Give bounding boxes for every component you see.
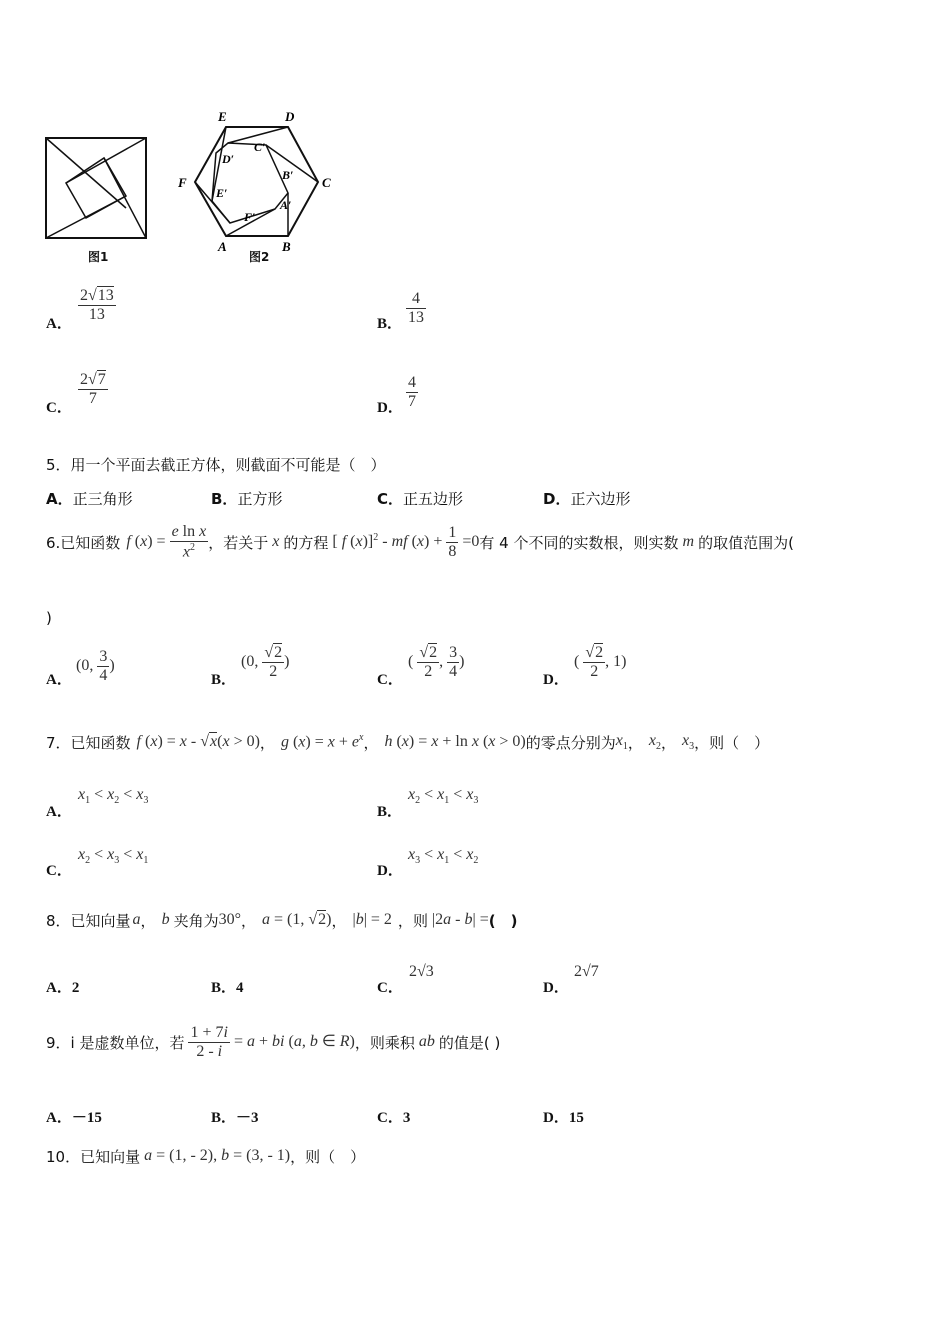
q4-option-c-value: $\frac{2√7}{7}$ (80, 371, 106, 407)
q9-stem: 9．i 是虚数单位，若 $\frac{1 + 7i}{2 - i}$ = a + bi (a, b ∈ R) ，则乘积 ab 的值是( ) (46, 1023, 501, 1060)
q4-option-d-value: $\frac{4}{7}$ (408, 374, 416, 410)
q8-vector-b-norm: |b| = 2 (352, 911, 392, 928)
q7-function-f: f (x) = x - √x(x > 0) (136, 733, 260, 750)
q8-vector-b: b (161, 911, 170, 928)
q7-option-d-value: $x_3 < x_1 < x_2$ (408, 846, 479, 867)
q8-stem: 8．已知向量 a ， b 夹角为 30° ， a = (1, √2) ， |b| = 2 ， 则 |2a - b| = ( ) (46, 911, 518, 930)
q9-option-d: D．15 (543, 1110, 584, 1126)
q7-option-c-value: $x_2 < x_3 < x_1$ (78, 846, 149, 867)
q7-option-c-label: C． (46, 863, 72, 879)
vertex-label-b: B (282, 239, 291, 254)
q5-option-b: B．正方形 (211, 490, 283, 508)
q6-option-c-value: ( $\frac{√2}{2}$ , $\frac{3}{4}$ ) (408, 644, 465, 680)
figure-1-square-diagram (40, 130, 155, 265)
q10-vectors: a = (1, - 2), b = (3, - 1) (144, 1147, 291, 1164)
q8-target-norm: |2a - b| = (431, 911, 489, 928)
q7-function-g: g $(x) = x + e^x$ (280, 732, 364, 751)
q8-angle: 30° (218, 911, 241, 928)
q7-option-b-label: B． (377, 804, 403, 820)
vertex-label-b-prime: B′ (282, 168, 294, 182)
q4-option-c-label: C． (46, 400, 72, 416)
q6-option-d-value: ( $\frac{√2}{2}$ , 1) (574, 644, 627, 680)
q7-zero-x2: $x_2$ (648, 731, 661, 753)
vertex-label-c: C (322, 175, 331, 190)
vertex-label-a-prime: A′ (280, 198, 292, 212)
q5-option-a: A．正三角形 (46, 490, 133, 508)
q7-option-d-label: D． (377, 863, 403, 879)
q4-option-b-value: $\frac{4}{13}$ (408, 290, 424, 326)
q4-option-d-label: D． (377, 400, 403, 416)
q6-option-a-label: A． (46, 672, 72, 688)
q6-equation-formula: [ f (x)]$^2$ - mf (x) + $\frac{1}{8}$ =0 (332, 523, 480, 560)
q9-product-ab: ab (418, 1033, 435, 1050)
q6-option-d-label: D． (543, 672, 569, 688)
vertex-label-d: D (285, 109, 295, 124)
q5-option-d: D．正六边形 (543, 490, 631, 508)
vertex-label-f-prime: F′ (244, 210, 256, 224)
q9-option-a: A．－15 (46, 1110, 102, 1126)
vertex-label-e-prime: E′ (216, 186, 228, 200)
q8-option-a: A．2 (46, 980, 80, 996)
vertex-label-a: A (218, 239, 227, 254)
vertex-label-e: E (218, 109, 227, 124)
q6-option-b-label: B． (211, 672, 237, 688)
q6-stem-closing-paren: ) (46, 609, 52, 627)
q6-function-formula: f (x) = $\frac{\text{e ln x}}{x^2}$ (126, 522, 207, 561)
q8-option-c-label: C． (377, 980, 403, 996)
q4-option-b-label: B． (377, 316, 403, 332)
q7-option-b-value: $x_2 < x_1 < x_3$ (408, 786, 479, 807)
q4-option-a-label: A． (46, 316, 72, 332)
q7-function-h: h (x) = x + ln x (x > 0) (384, 733, 526, 750)
figure-1-caption: 图1 (88, 250, 109, 264)
q9-equation: $\frac{1 + 7i}{2 - i}$ = a + bi (a, b ∈ R) (190, 1023, 355, 1060)
q7-option-a-label: A． (46, 804, 72, 820)
q9-option-c: C．3 (377, 1110, 411, 1126)
figure-2-hexagon-diagram (170, 105, 340, 255)
q8-option-d-label: D． (543, 980, 569, 996)
q7-zero-x3: $x_3$ (682, 731, 695, 753)
q5-option-c: C．正五边形 (377, 490, 464, 508)
q6-option-a-value: (0, $\frac{3}{4}$ ) (76, 648, 115, 684)
q6-option-c-label: C． (377, 672, 403, 688)
q5-stem: 5．用一个平面去截正方体，则截面不可能是（ ） (46, 456, 386, 474)
q7-zero-x1: $x_1$ (615, 731, 628, 753)
vertex-label-c-prime: C′ (254, 140, 266, 154)
figure-2-caption: 图2 (249, 250, 270, 264)
q8-option-b: B．4 (211, 980, 244, 996)
q7-stem: 7．已知函数 f (x) = x - √x(x > 0) ， g $(x) = x + e^x$ ， h (x) = x + ln x (x > 0) 的零点分别为 $x_1$ ， $x_2$ ， $x_3$ ，则（ ） (46, 731, 770, 753)
q6-option-b-value: (0, $\frac{√2}{2}$ ) (241, 644, 290, 680)
vertex-label-f: F (178, 175, 187, 190)
q8-option-c-value: 2√3 (409, 963, 434, 980)
q9-option-b: B．－3 (211, 1110, 259, 1126)
q8-vector-a: a (132, 911, 141, 928)
q7-option-a-value: $x_1 < x_2 < x_3$ (78, 786, 149, 807)
vertex-label-d-prime: D′ (222, 152, 235, 166)
q8-option-d-value: 2√7 (574, 963, 599, 980)
q4-option-a-value: $\frac{2√13}{13}$ (80, 287, 114, 323)
q10-stem: 10．已知向量 a = (1, - 2), b = (3, - 1) ，则（ ） (46, 1147, 366, 1166)
q8-vector-a-coords: a = (1, √2) (262, 911, 332, 928)
q6-stem: 6.已知函数 f (x) = $\frac{\text{e ln x}}{x^2}$ ，若关于 x 的方程 [ f (x)]$^2$ - mf (x) + $\frac{1}{8}$ =0 有 4 个不同的实数根，则实数 m 的取值范围为( (46, 522, 794, 561)
